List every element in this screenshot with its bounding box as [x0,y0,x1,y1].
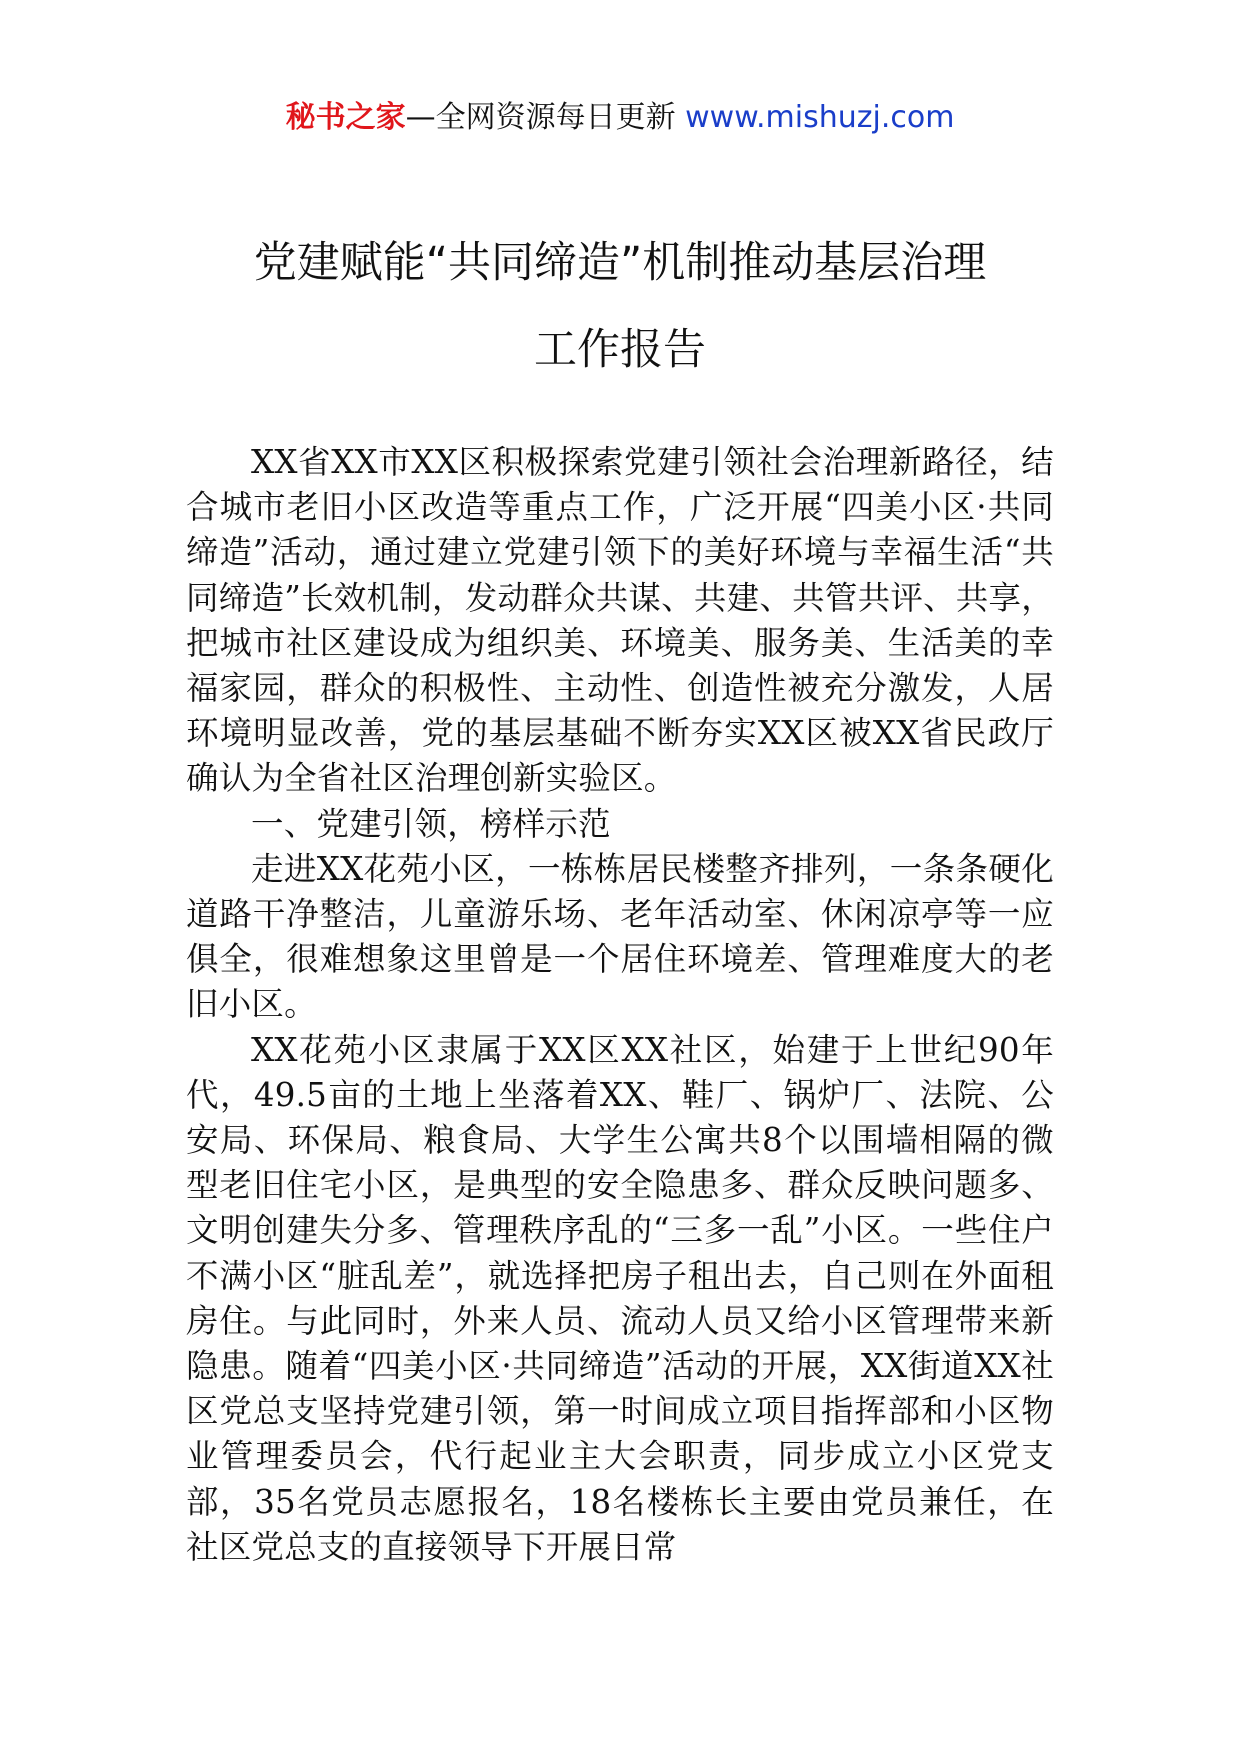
paragraph-intro: XX省XX市XX区积极探索党建引领社会治理新路径，结合城市老旧小区改造等重点工作，广泛开展“四美小区·共同缔造”活动，通过建立党建引领下的美好环境与幸福生活“共同缔造”长效机制，发动群众共谋、共建、共管共评、共享，把城市社区建设成为组织美、环境美、服务美、生活美的幸福家园，群众的积极性、主动性、创造性被充分激发，人居环境明显改善，党的基层基础不断夯实XX区被XX省民政厅确认为全省社区治理创新实验区。 [186,443,1054,798]
paragraph-2: 走进XX花苑小区，一栋栋居民楼整齐排列，一条条硬化道路干净整洁，儿童游乐场、老年活动室、休闲凉亭等一应俱全，很难想象这里曾是一个居住环境差、管理难度大的老旧小区。 [186,849,1054,1024]
document-title-line2: 工作报告 [534,325,706,375]
document-body [186,440,1054,1570]
paragraph-3: XX花苑小区隶属于XX区XX社区，始建于上世纪90年代，49.5亩的土地上坐落着XX、鞋厂、锅炉厂、法院、公安局、环保局、粮食局、大学生公寓共8个以围墙相隔的微型老旧住宅小区，是典型的安全隐患多、群众反映问题多、文明创建失分多、管理秩序乱的“三多一乱”小区。一些住户不满小区“脏乱差”，就选择把房子租出去，自己则在外面租房住。与此同时，外来人员、流动人员又给小区管理带来新隐患。随着“四美小区·共同缔造”活动的开展，XX街道XX社区党总支坚持党建引领，第一时间成立项目指挥部和小区物业管理委员会，代行起业主大会职责，同步成立小区党支部，35名党员志愿报名，18名楼栋长主要由党员兼任，在社区党总支的直接领导下开展日常 [186,1030,1054,1566]
section-heading-1: 一、党建引领，榜样示范 [251,804,611,843]
document-title-line1: 党建赋能“共同缔造”机制推动基层治理 [253,238,987,288]
header-slogan: —全网资源每日更新 [405,100,676,135]
brand-name: 秘书之家 [285,100,406,135]
site-url-link[interactable]: www.mishuzj.com [685,100,955,135]
site-header [0,98,1240,138]
